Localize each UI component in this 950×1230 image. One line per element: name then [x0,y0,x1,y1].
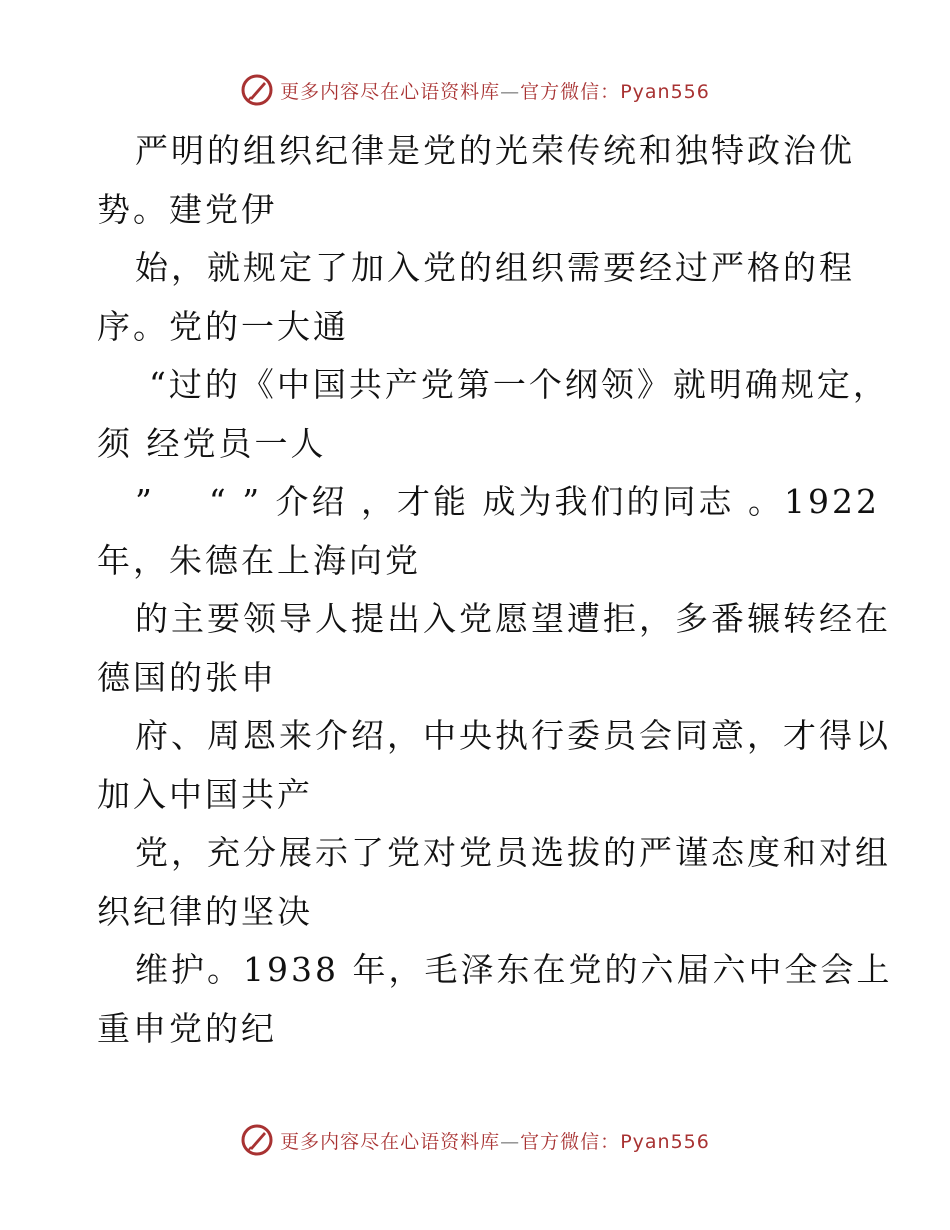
watermark-text [280,1127,710,1154]
paragraph-line: 德国的张申 [97,657,277,697]
paragraph-line: 的主要领导人提出入党愿望遭拒，多番辗转经在 [135,599,891,638]
paragraph-line: 府、周恩来介绍，中央执行委员会同意，才得以 [135,716,891,755]
paragraph-line: 维护。1938 年，毛泽东在党的六届六中全会上 [135,950,893,989]
watermark-wechat-id: Pyan556 [620,1130,710,1153]
paragraph-line: 须 经党员一人 [97,423,327,463]
header-watermark [0,70,950,110]
quill-pen-logo-icon [240,73,274,107]
document-body [97,122,893,1058]
paragraph-line: 织纪律的坚决 [97,891,313,931]
paragraph-line: 序。党的一大通 [97,306,349,346]
paragraph-line: 严明的组织纪律是党的光荣传统和独特政治优 [135,131,855,170]
paragraph-line: 重申党的纪 [97,1008,277,1048]
paragraph-line: “过的《中国共产党第一个纲领》就明确规定， [149,365,889,404]
quill-pen-logo-icon [240,1123,274,1157]
watermark-brand: 更多内容尽在心语资料库 [280,80,501,103]
watermark-contact: 官方微信： [520,1130,621,1153]
paragraph-line: 势。建党伊 [97,189,277,229]
paragraph-line: 始，就规定了加入党的组织需要经过严格的程 [135,248,855,287]
watermark-text [280,77,710,104]
paragraph-line: ” “ ” 介绍 ，才能 成为我们的同志 。1922 [135,482,881,521]
paragraph-line: 年，朱德在上海向党 [97,540,421,580]
watermark-wechat-id: Pyan556 [620,80,710,103]
watermark-dash: — [500,80,521,103]
footer-watermark [0,1120,950,1160]
watermark-contact: 官方微信： [520,80,621,103]
paragraph-line: 党，充分展示了党对党员选拔的严谨态度和对组 [135,833,891,872]
paragraph-line: 加入中国共产 [97,774,313,814]
watermark-brand: 更多内容尽在心语资料库 [280,1130,501,1153]
watermark-dash: — [500,1130,521,1153]
